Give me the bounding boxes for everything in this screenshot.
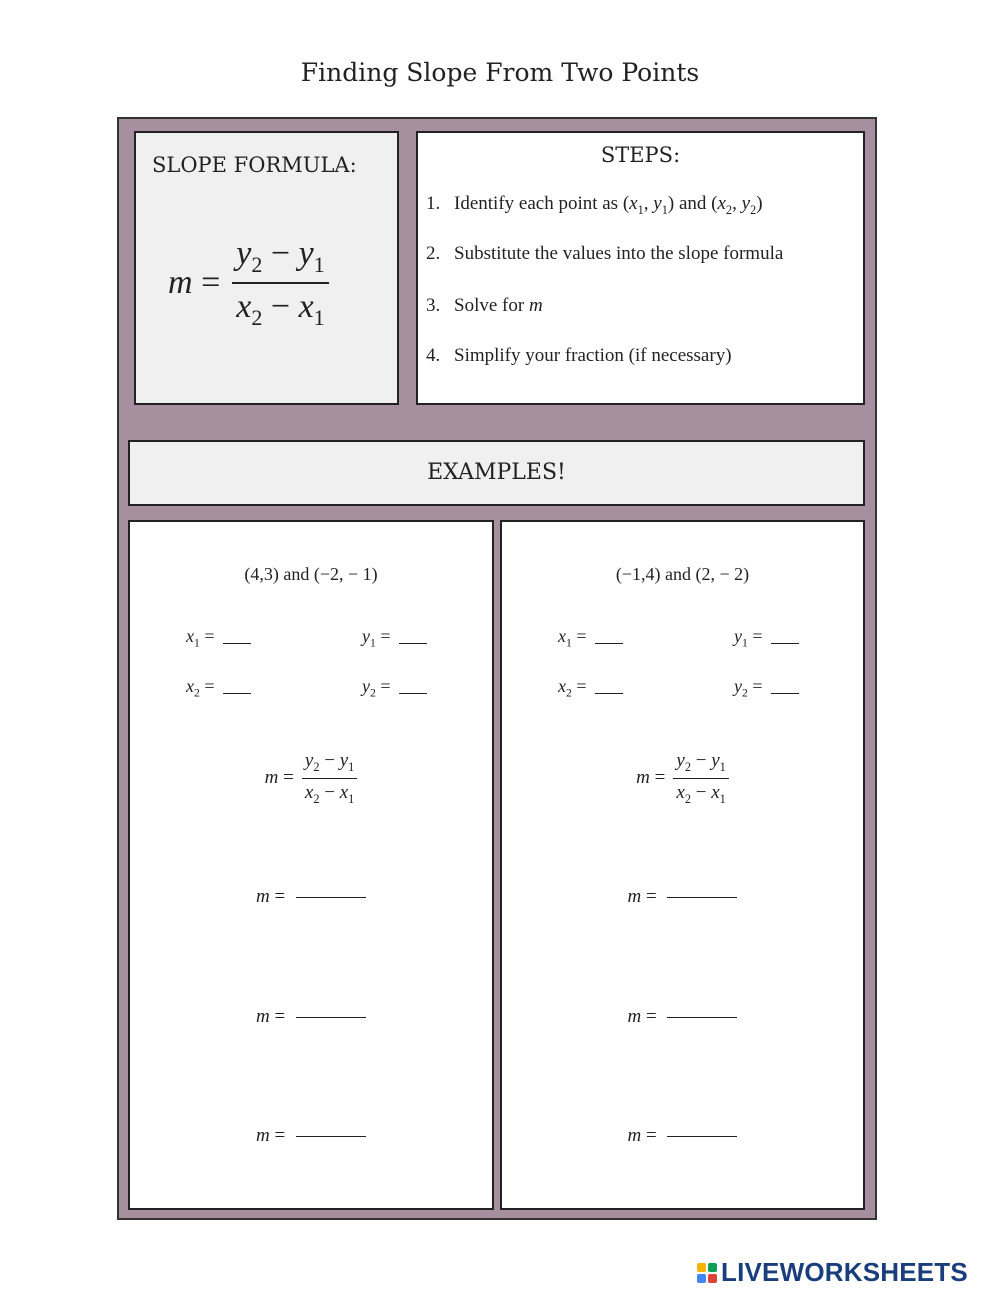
m-answer-line: m = [130, 1125, 492, 1147]
y2-blank: $y_2$ = [362, 676, 427, 700]
slope-formula-box [134, 131, 399, 405]
examples-heading: EXAMPLES! [427, 460, 566, 485]
step-2: 2. Substitute the values into the slope formula [426, 243, 784, 264]
example-points: (4,3) and (−2, − 1) [244, 564, 378, 584]
m-answer-line: m = [130, 886, 492, 908]
x2-blank: $x_2$ = [558, 676, 623, 700]
logo-square [708, 1263, 717, 1272]
logo-text: LIVEWORKSHEETS [721, 1257, 968, 1287]
page-title: Finding Slope From Two Points [300, 58, 700, 87]
examples-bar [128, 440, 865, 506]
x1-blank: $x_1$ = [186, 626, 251, 650]
y2-blank: $y_2$ = [734, 676, 799, 700]
slope-formula-heading: SLOPE FORMULA: [152, 153, 357, 177]
m-answer-line: m = [130, 1006, 492, 1028]
logo-square [697, 1263, 706, 1272]
slope-formula: m = $\frac{y_2 - y_1}{x_2 - x_1}$ [168, 235, 329, 331]
example-panel-2 [500, 520, 865, 1210]
steps-box [416, 131, 865, 405]
steps-heading: STEPS: [600, 143, 681, 167]
logo-square [697, 1274, 706, 1283]
y1-blank: $y_1$ = [362, 626, 427, 650]
example-slope-formula: m = $\frac{y_2 - y_1}{x_2 - x_1}$ [502, 750, 863, 807]
logo-square [708, 1274, 717, 1283]
example-panel-1 [128, 520, 494, 1210]
m-answer-line: m = [502, 886, 863, 908]
example-points: (−1,4) and (2, − 2) [615, 564, 750, 584]
step-1: 1. Identify each point as ($x_1$, $y_1$) and ($x_2$, $y_2$) [426, 193, 763, 217]
liveworksheets-logo [697, 1257, 968, 1288]
step-3: 3. Solve for m [426, 295, 543, 316]
m-answer-line: m = [502, 1006, 863, 1028]
step-4: 4. Simplify your fraction (if necessary) [426, 345, 732, 366]
y1-blank: $y_1$ = [734, 626, 799, 650]
x2-blank: $x_2$ = [186, 676, 251, 700]
x1-blank: $x_1$ = [558, 626, 623, 650]
m-answer-line: m = [502, 1125, 863, 1147]
example-slope-formula: m = $\frac{y_2 - y_1}{x_2 - x_1}$ [130, 750, 492, 807]
logo-squares-icon [697, 1263, 717, 1283]
